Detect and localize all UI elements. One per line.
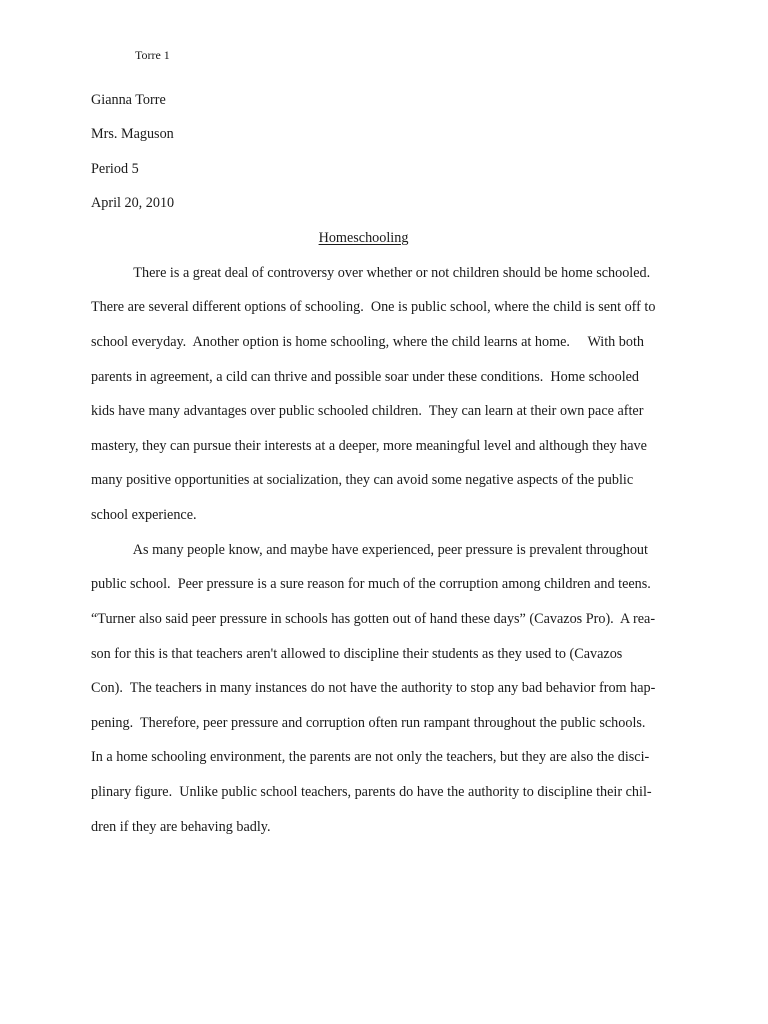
body-line: pening. Therefore, peer pressure and corruption often run rampant throughout the public schools.: [91, 715, 646, 731]
body-line: kids have many advantages over public schooled children. They can learn at their own pace after: [91, 403, 644, 419]
running-head: Torre 1: [135, 48, 170, 62]
body-line: many positive opportunities at socialization, they can avoid some negative aspects of the public: [91, 472, 634, 488]
body-line: There are several different options of schooling. One is public school, where the child is sent off to: [91, 299, 656, 315]
class-period: Period 5: [91, 161, 139, 177]
body-line: mastery, they can pursue their interests at a deeper, more meaningful level and although they have: [91, 438, 647, 454]
body-line: school experience.: [91, 507, 197, 523]
body-line: plinary figure. Unlike public school teachers, parents do have the authority to discipline their chil-: [91, 784, 652, 800]
body-line: There is a great deal of controversy over whether or not children should be home schooled.: [91, 265, 651, 281]
body-line: son for this is that teachers aren't allowed to discipline their students as they used to (Cavazos: [91, 646, 623, 662]
body-line: As many people know, and maybe have experienced, peer pressure is prevalent throughout: [91, 542, 648, 558]
body-line: dren if they are behaving badly.: [91, 819, 271, 835]
body-line: public school. Peer pressure is a sure reason for much of the corruption among children and teens.: [91, 576, 651, 592]
body-line: school everyday. Another option is home schooling, where the child learns at home. With both: [91, 334, 645, 350]
body-line: “Turner also said peer pressure in schools has gotten out of hand these days” (Cavazos Pro). A rea-: [91, 611, 656, 627]
body-line: Con). The teachers in many instances do not have the authority to stop any bad behavior from hap-: [91, 680, 656, 696]
body-line: parents in agreement, a cild can thrive and possible soar under these conditions. Home schooled: [91, 369, 640, 385]
essay-title: Homeschooling: [318, 230, 409, 246]
essay-date: April 20, 2010: [91, 195, 175, 211]
teacher-name: Mrs. Maguson: [91, 126, 174, 142]
author-name: Gianna Torre: [91, 92, 166, 108]
body-line: In a home schooling environment, the parents are not only the teachers, but they are also the disci-: [91, 749, 650, 765]
